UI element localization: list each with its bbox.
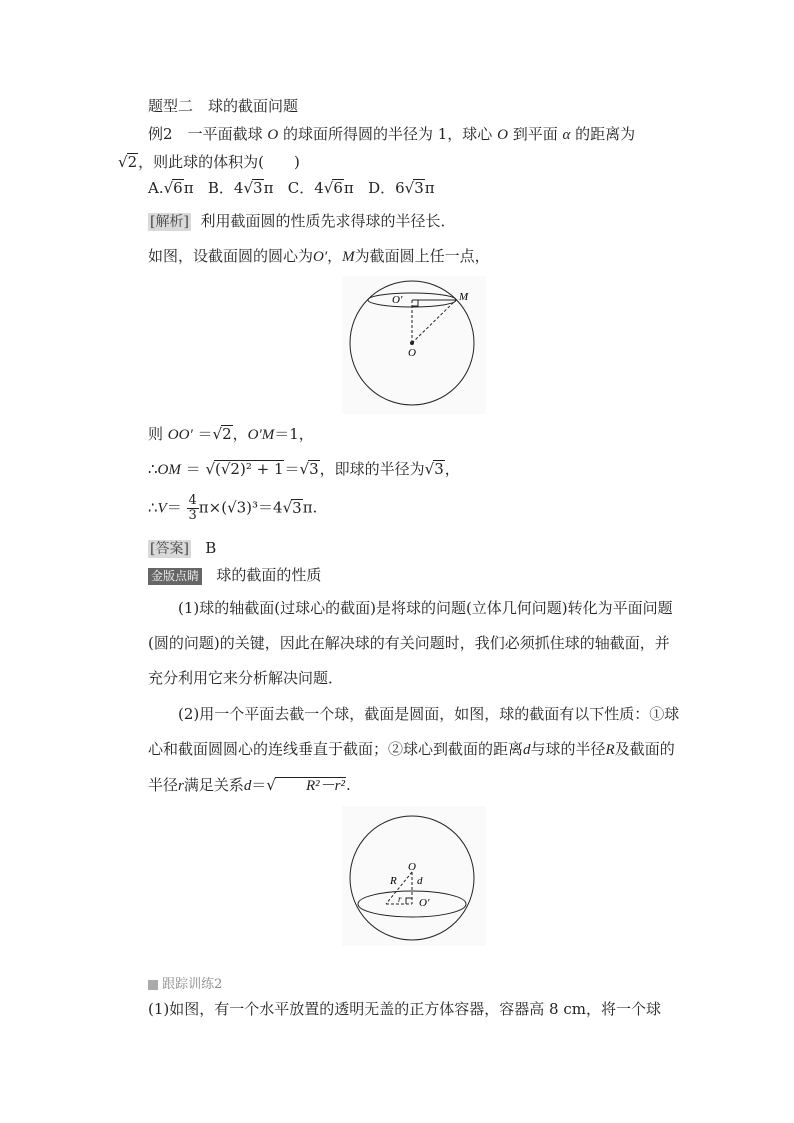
example-text: 的球面所得圆的半径为 1，球心 <box>282 125 493 143</box>
section-title: 题型二 球的截面问题 <box>148 97 299 115</box>
option-a: A.√6π <box>148 179 194 197</box>
equation-3: ∴V＝ $\frac{4}{3}$ π×(√3)³＝4√3π. <box>148 493 318 523</box>
example-label: 例2 <box>148 125 173 143</box>
label-o: O <box>408 861 416 873</box>
answer-tag: [答案] <box>150 541 189 557</box>
label-r-big: R <box>390 875 397 887</box>
fraction-4-3: $\frac{4}{3}$ <box>188 493 197 523</box>
label-d: d <box>417 875 423 887</box>
figure-sphere-section-2 <box>342 806 486 946</box>
tip-paragraph-1: (1)球的轴截面(过球心的截面)是将球的问题(立体几何问题)转化为平面问题(圆的问题)的关键，因此在解决球的有关问题时，我们必须抓住球的轴截面，并充分利用它来分析解决问题． <box>148 599 673 687</box>
label-oprime: O′ <box>392 294 403 306</box>
var-o: O <box>497 127 508 143</box>
analysis-text: 利用截面圆的性质先求得球的半径长． <box>200 212 456 230</box>
var-o: O <box>267 127 279 143</box>
option-b: B．4√3π <box>207 179 274 197</box>
options-row <box>148 178 435 198</box>
example-line-1 <box>148 124 635 145</box>
tip-badge: 金版点睛 <box>148 568 202 585</box>
example-text: 一平面截球 <box>187 125 263 143</box>
example-text: ，则此球的体积为( ) <box>138 153 300 171</box>
equation-1: 则 OO′ ＝√2，O′M＝1， <box>148 425 314 443</box>
analysis-line-2: 如图，设截面圆的圆心为O′，M为截面圆上任一点， <box>148 247 490 265</box>
tip-paragraph-2: (2)用一个平面去截一个球，截面是圆面，如图，球的截面有以下性质：①球心和截面圆圆心的连线垂直于截面；②球心到截面的距离d与球的半径R及截面的半径r满足关系d＝√ R²－r². <box>148 705 680 794</box>
example-text: 的距离为 <box>575 125 636 143</box>
tip-title: 球的截面的性质 <box>216 566 322 584</box>
label-m: M <box>459 291 469 303</box>
equation-2: ∴OM ＝ √(√2)² + 1＝√3，即球的半径为√3， <box>148 460 460 478</box>
analysis-tag: [解析] <box>150 214 189 230</box>
label-r-small: r <box>398 894 402 904</box>
practice-text: (1)如图，有一个水平放置的透明无盖的正方体容器，容器高 8 cm，将一个球 <box>148 1000 661 1018</box>
tip-header <box>148 565 321 585</box>
example-text: 到平面 <box>512 125 558 143</box>
option-d: D．6√3π <box>368 179 435 197</box>
label-o: O <box>408 347 416 359</box>
practice-title: 跟踪训练2 <box>162 977 223 992</box>
option-c: C．4√6π <box>287 179 354 197</box>
var-alpha: α <box>562 127 571 143</box>
practice-header <box>148 973 222 992</box>
answer-value: B <box>205 539 217 557</box>
example-line-2: √2，则此球的体积为( ) <box>118 153 300 171</box>
analysis-line <box>148 211 456 231</box>
answer-line <box>148 538 216 558</box>
practice-icon <box>148 980 158 990</box>
center-dot <box>410 341 414 345</box>
figure-sphere-section <box>342 276 486 414</box>
sqrt-value: 2 <box>127 153 138 171</box>
label-oprime: O′ <box>419 897 430 909</box>
